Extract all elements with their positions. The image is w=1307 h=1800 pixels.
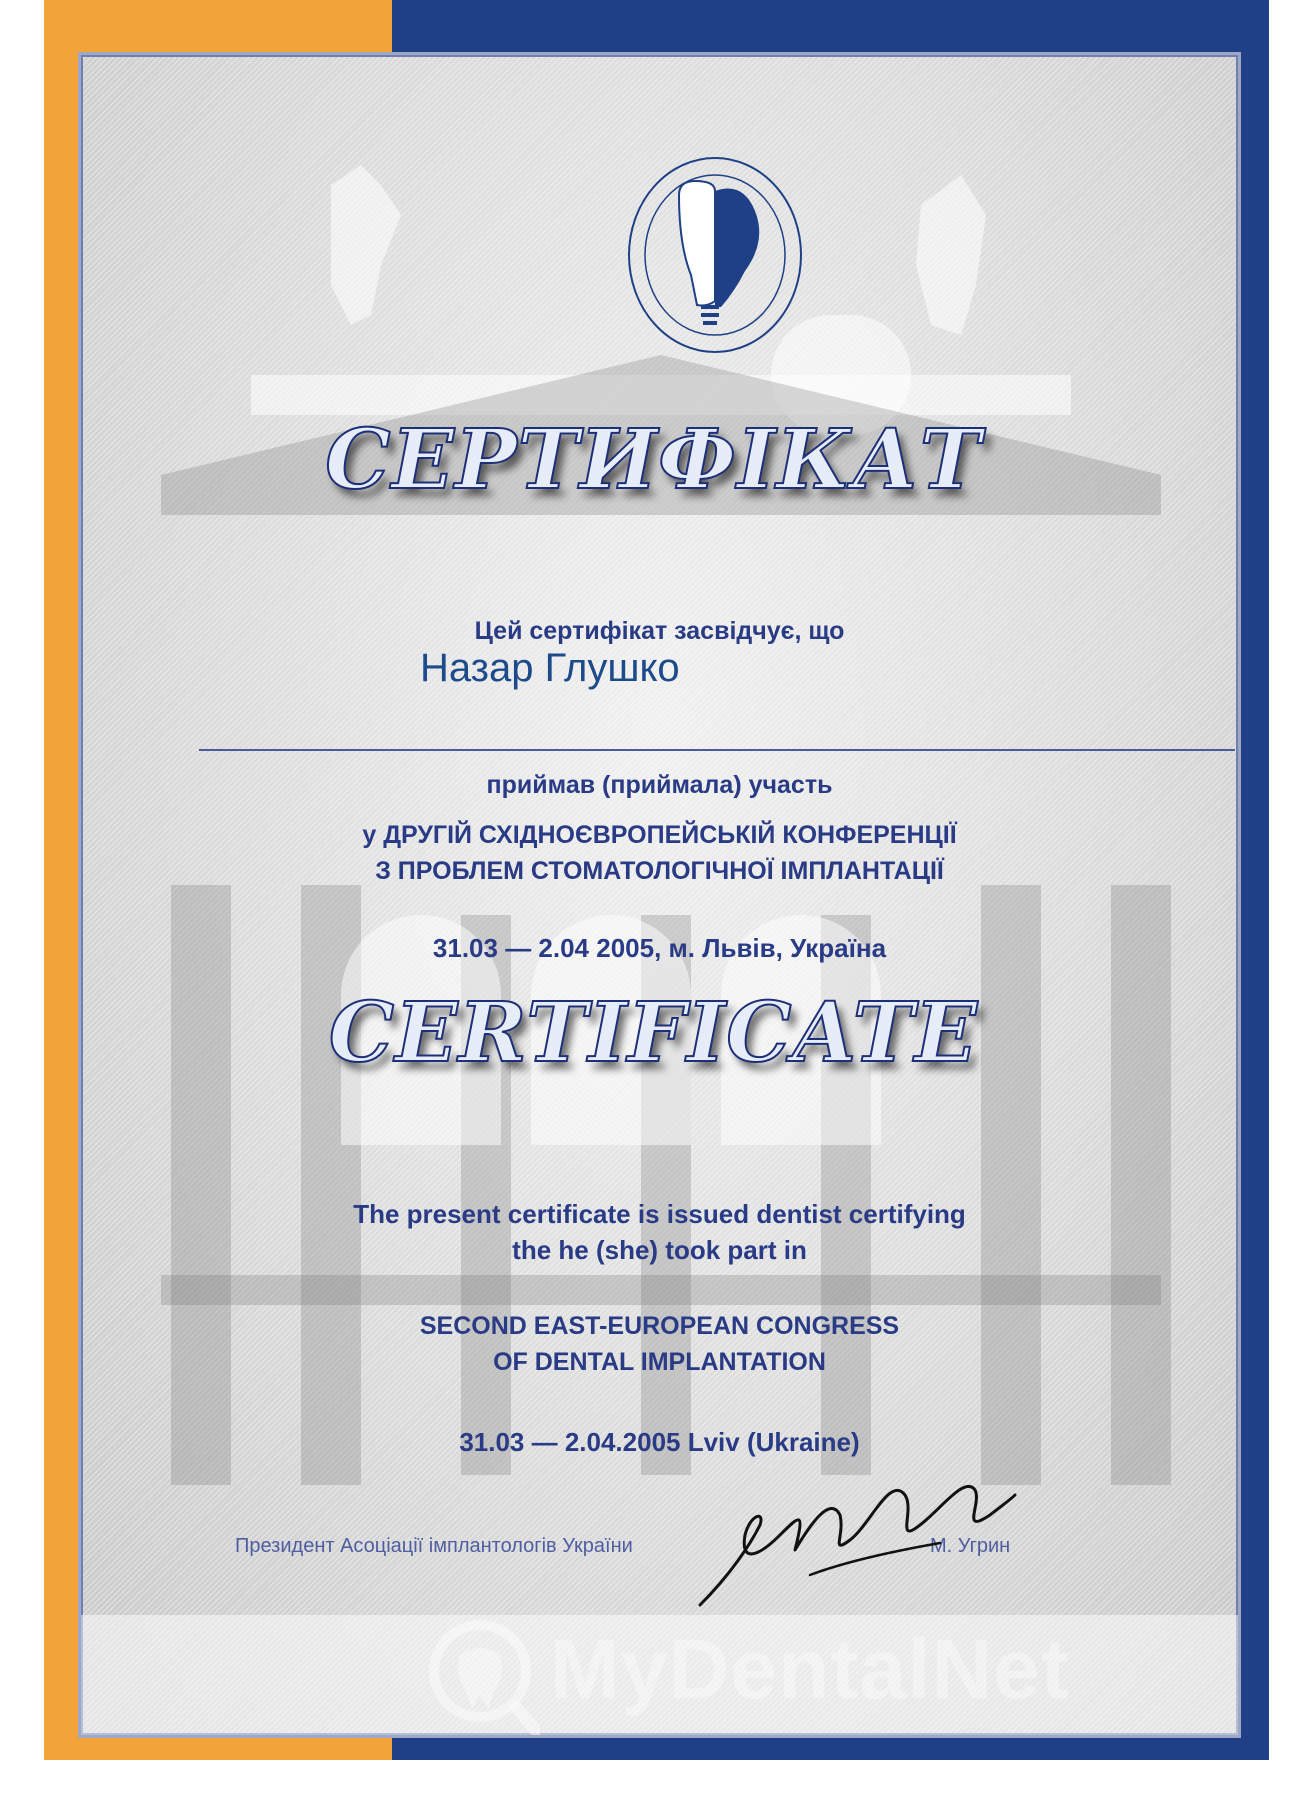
certificate-title-ua: СЕРТИФІКАТ [325, 412, 982, 508]
present-line1: The present certificate is issued dentist certifying [353, 1199, 966, 1229]
watermark [420, 1615, 1220, 1735]
certificate-title-en: CERTIFICATE [328, 985, 979, 1081]
conference-ua-line2: З ПРОБЛЕМ СТОМАТОЛОГІЧНОЇ ІМПЛАНТАЦІЇ [375, 857, 944, 885]
conference-ua-line1: у ДРУГІЙ СХІДНОЄВРОПЕЙСЬКІЙ КОНФЕРЕНЦІЇ [362, 821, 957, 849]
signature [690, 1455, 1020, 1615]
participation-ua: приймав (приймала) участь [486, 771, 833, 799]
congress-line2: OF DENTAL IMPLANTATION [493, 1348, 826, 1376]
present-line2: the he (she) took part in [512, 1235, 807, 1265]
name-underline [199, 749, 1235, 751]
recipient-name: Назар Глушко [420, 646, 680, 690]
date-en: 31.03 — 2.04.2005 Lviv (Ukraine) [459, 1427, 860, 1457]
president-label: Президент Асоціації імплантологів України [235, 1535, 633, 1557]
president-name: М. Угрин [930, 1535, 1011, 1557]
date-ua: 31.03 — 2.04 2005, м. Львів, Україна [432, 933, 887, 963]
tooth-icon [420, 1615, 540, 1735]
certificate-panel [78, 52, 1241, 1738]
intro-ua: Цей сертифікат засвідчує, що [474, 617, 845, 645]
association-logo [627, 155, 803, 365]
congress-line1: SECOND EAST-EUROPEAN CONGRESS [419, 1312, 900, 1340]
watermark-text: MyDentalNet [550, 1622, 1070, 1716]
